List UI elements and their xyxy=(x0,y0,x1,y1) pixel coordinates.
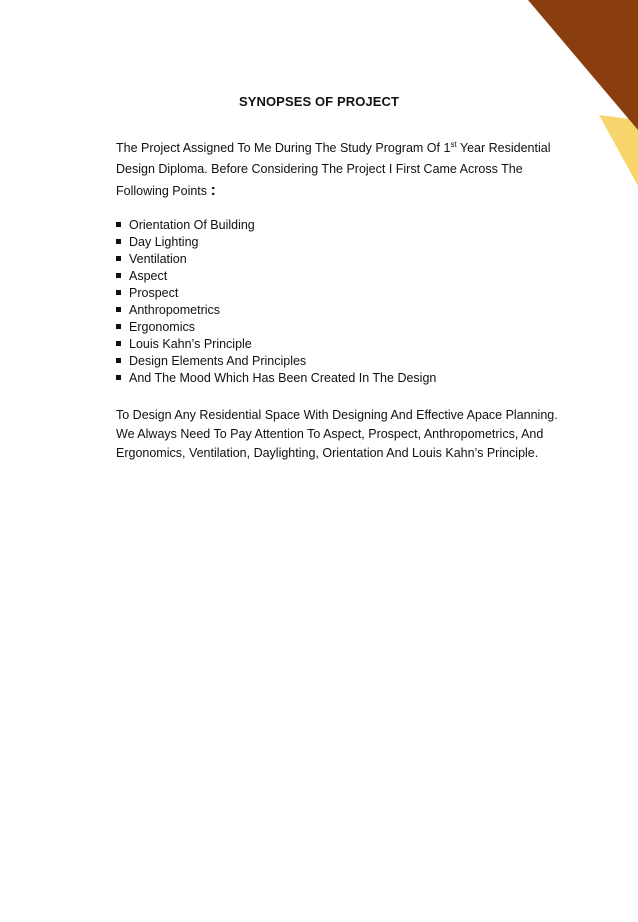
intro-colon: : xyxy=(210,182,216,199)
closing-paragraph: To Design Any Residential Space With Designing And Effective Apace Planning. We Always Need To Pay Attention To Aspect, Prospect, Anthropometrics, And Ergonomics, Ventilation, Daylighting, Orientation And Louis Kahn’s Principle. xyxy=(116,408,558,460)
square-bullet-icon xyxy=(116,222,121,227)
list-item xyxy=(116,353,436,370)
points-list xyxy=(116,217,436,387)
list-item xyxy=(116,285,436,302)
list-item-text: Aspect xyxy=(129,269,168,283)
list-item-text: Design Elements And Principles xyxy=(129,354,307,368)
list-item-text: Ventilation xyxy=(129,252,187,266)
brown-triangle xyxy=(528,0,638,130)
square-bullet-icon xyxy=(116,358,121,363)
square-bullet-icon xyxy=(116,239,121,244)
list-item-text: And The Mood Which Has Been Created In The Design xyxy=(129,371,437,385)
square-bullet-icon xyxy=(116,324,121,329)
list-item xyxy=(116,302,436,319)
intro-text-end: Year Residential Design Diploma. Before Considering The Project I First Came Across The Following Points xyxy=(116,141,551,198)
list-item xyxy=(116,251,436,268)
square-bullet-icon xyxy=(116,341,121,346)
list-item-text: Prospect xyxy=(129,286,179,300)
list-item xyxy=(116,234,436,251)
ordinal-superscript: st xyxy=(450,139,457,149)
list-item-text: Ergonomics xyxy=(129,320,195,334)
list-item-text: Day Lighting xyxy=(129,235,199,249)
list-item-text: Orientation Of Building xyxy=(129,218,255,232)
list-item xyxy=(116,336,436,353)
list-item xyxy=(116,370,436,387)
square-bullet-icon xyxy=(116,256,121,261)
list-item xyxy=(116,217,436,234)
intro-paragraph xyxy=(116,138,571,202)
square-bullet-icon xyxy=(116,290,121,295)
yellow-triangle xyxy=(599,115,638,186)
list-item-text: Anthropometrics xyxy=(129,303,221,317)
page-title: SYNOPSES OF PROJECT xyxy=(238,94,400,109)
square-bullet-icon xyxy=(116,307,121,312)
list-item-text: Louis Kahn’s Principle xyxy=(129,337,252,351)
square-bullet-icon xyxy=(116,375,121,380)
square-bullet-icon xyxy=(116,273,121,278)
list-item xyxy=(116,268,436,285)
list-item xyxy=(116,319,436,336)
intro-text-start: The Project Assigned To Me During The Study Program Of 1 xyxy=(116,141,451,155)
